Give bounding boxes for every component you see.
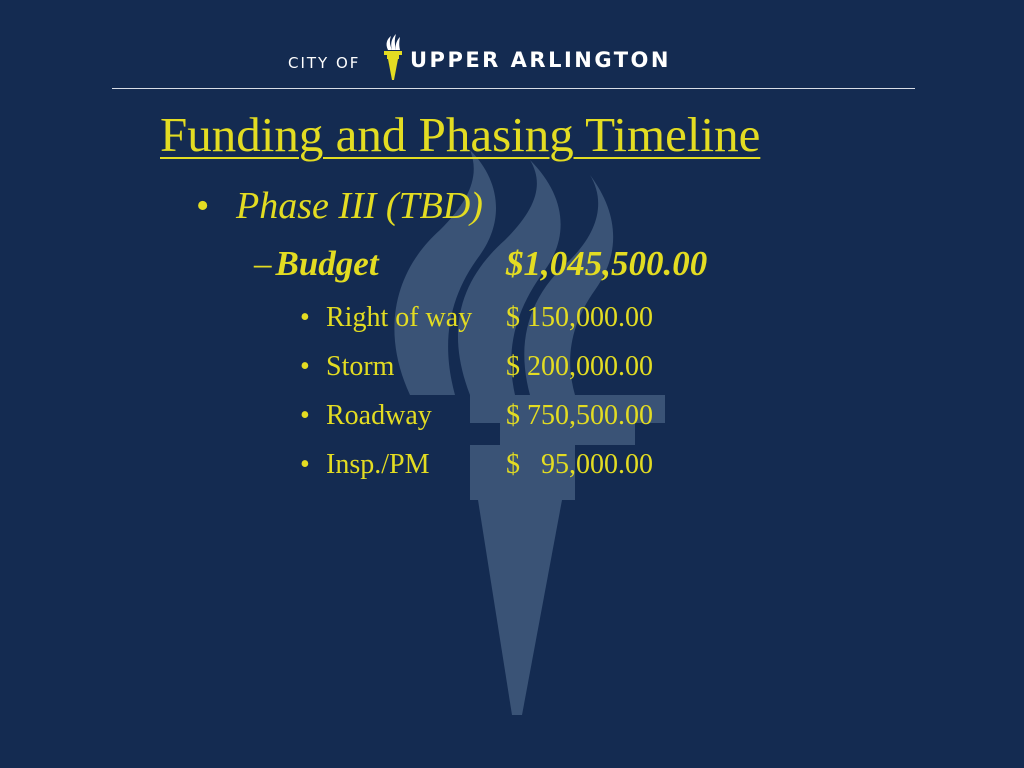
dash: – bbox=[254, 244, 272, 283]
bullet: • bbox=[300, 449, 310, 480]
bullet: • bbox=[196, 185, 210, 227]
item-label: Insp./PM bbox=[326, 449, 430, 480]
item-label: Roadway bbox=[326, 400, 432, 431]
item-value: $ 750,500.00 bbox=[506, 400, 653, 431]
item-value: $ 150,000.00 bbox=[506, 302, 653, 333]
budget-value: $1,045,500.00 bbox=[506, 244, 708, 283]
bullet: • bbox=[300, 302, 310, 333]
torch-logo-icon bbox=[380, 30, 406, 82]
bullet: • bbox=[300, 351, 310, 382]
item-label: Storm bbox=[326, 351, 395, 382]
item-value: $ 200,000.00 bbox=[506, 351, 653, 382]
header-divider bbox=[112, 88, 915, 89]
slide-title: Funding and Phasing Timeline bbox=[160, 107, 761, 162]
phase-bullet-line bbox=[196, 184, 483, 228]
item-value: $ 95,000.00 bbox=[506, 449, 653, 480]
budget-label: Budget bbox=[275, 244, 379, 283]
city-logo bbox=[288, 30, 748, 82]
logo-upper-arlington-text: UPPER ARLINGTON bbox=[410, 48, 671, 72]
budget-line bbox=[254, 244, 708, 284]
bullet: • bbox=[300, 400, 310, 431]
logo-city-of-text: CITY OF bbox=[288, 54, 361, 72]
item-label: Right of way bbox=[326, 302, 473, 333]
phase-label: Phase III (TBD) bbox=[236, 185, 483, 227]
